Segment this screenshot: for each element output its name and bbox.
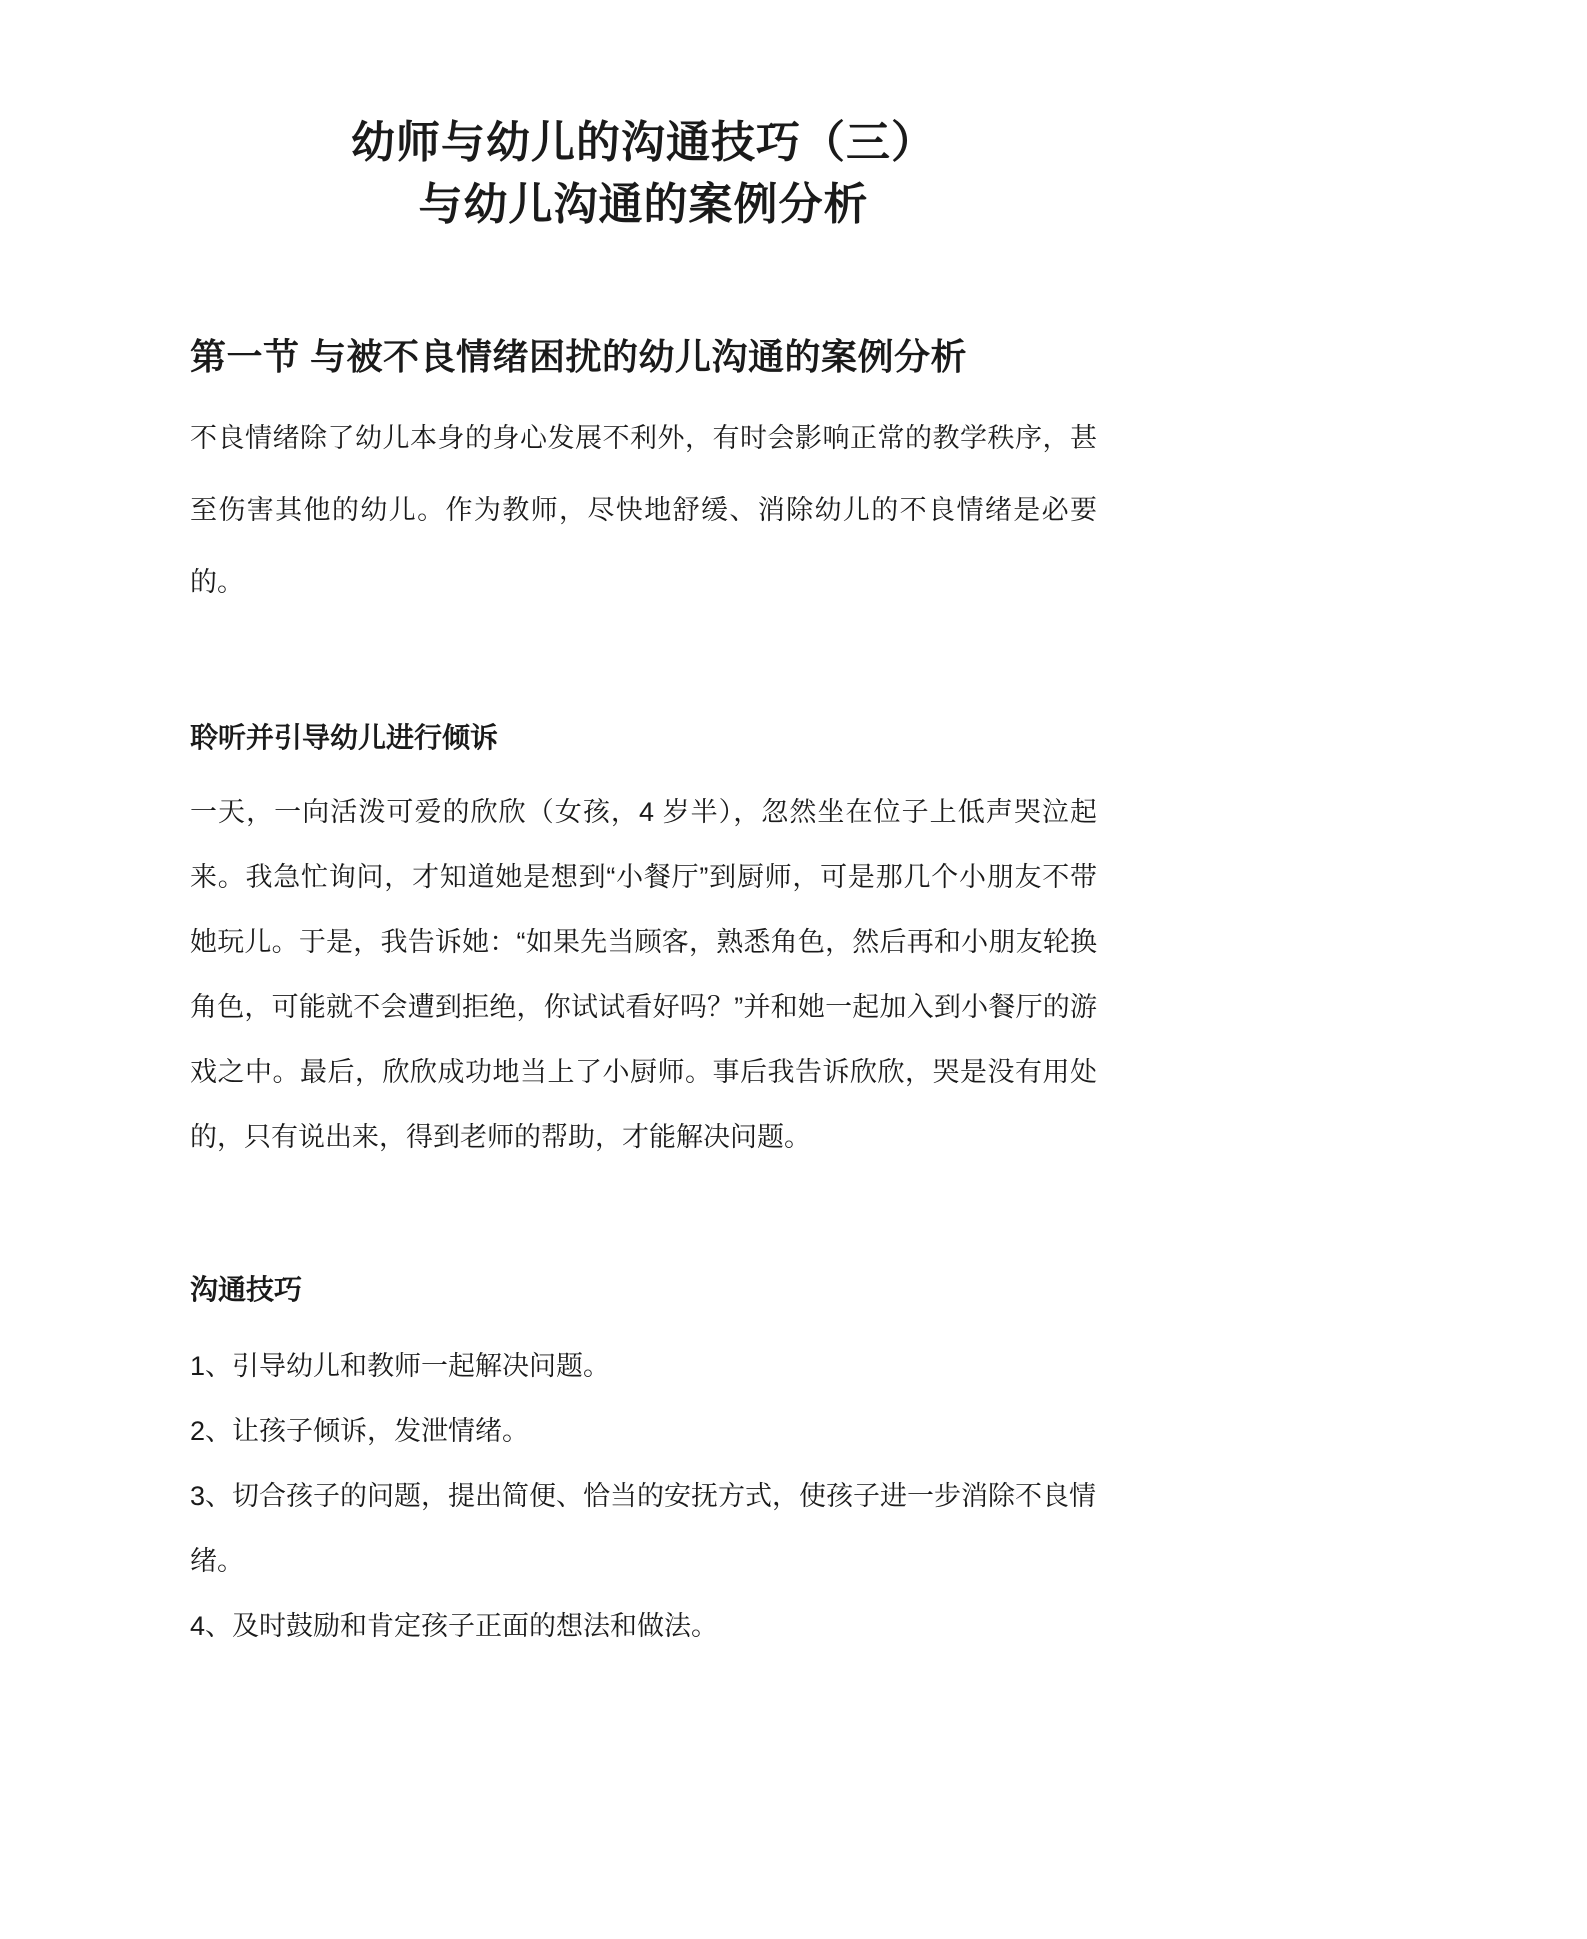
list-item: 1、引导幼儿和教师一起解决问题。 [190,1351,611,1381]
tips-list [190,1334,1097,1659]
case-paragraph: 一天，一向活泼可爱的欣欣（女孩，4 岁半），忽然坐在位子上低声哭泣起来。我急忙询问，才知道她是想到“小餐厅”到厨师，可是那几个小朋友不带她玩儿。于是，我告诉她：“如果先当顾客，熟悉角色，然后再和小朋友轮换角色，可能就不会遭到拒绝，你试试看好吗？”并和她一起加入到小餐厅的游戏之中。最后，欣欣成功地当上了小厨师。事后我告诉欣欣，哭是没有用处的，只有说出来，得到老师的帮助，才能解决问题。 [190,797,1097,1152]
list-item: 2、让孩子倾诉，发泄情绪。 [190,1416,530,1446]
tips-subheading: 沟通技巧 [190,1274,303,1305]
title-line-1: 幼师与幼儿的沟通技巧（三） [351,118,936,167]
title-line-2: 与幼儿沟通的案例分析 [418,180,869,229]
list-item: 4、及时鼓励和肯定孩子正面的想法和做法。 [190,1611,719,1641]
intro-paragraph: 不良情绪除了幼儿本身的身心发展不利外，有时会影响正常的教学秩序，甚至伤害其他的幼儿。作为教师，尽快地舒缓、消除幼儿的不良情绪是必要的。 [190,423,1097,597]
section-heading: 第一节 与被不良情绪困扰的幼儿沟通的案例分析 [190,336,968,377]
case-subheading: 聆听并引导幼儿进行倾诉 [190,722,499,753]
list-item: 3、切合孩子的问题，提出简便、恰当的安抚方式，使孩子进一步消除不良情绪。 [190,1481,1097,1576]
document-title [190,112,1097,236]
